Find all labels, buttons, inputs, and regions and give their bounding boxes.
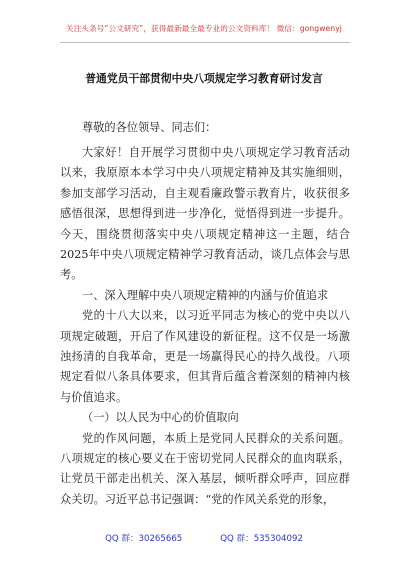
paragraph-subsection-1: 党的作风问题，本质上是党同人民群众的关系问题。八项规定的核心要义在于密切党同人民群众的血肉联系，让党员干部走出机关、深入基层，倾听群众呼声，回应群众关切。习近平总书记强调：“党的作风关系党的形象，: [60, 431, 350, 506]
subsection-heading-1: （一）以人民为中心的价值取向: [82, 411, 239, 425]
header-divider: [60, 42, 350, 43]
paragraph-section-1: 党的十八大以来，以习近平同志为核心的党中央以八项规定破题，开启了作风建设的新征程。这不仅是一场激浊扬清的自我革命，更是一场赢得民心的持久战役。八项规定看似八条具体要求，但其背后蕴含着深刻的精神内核与价值追求。: [60, 309, 350, 404]
header-banner: 关注头条号“公文研究”，获得最新最全最专业的公文资料库！ 微信：gongwenyj: [66, 24, 342, 33]
qq-group-right: QQ 群：535304092: [220, 534, 303, 544]
qq-group-left: QQ 群：30265665: [105, 534, 183, 544]
document-body: [60, 118, 350, 510]
paragraph-opening: 大家好！自开展学习贯彻中央八项规定学习教育活动以来，我原原本本学习中央八项规定精神及其实施细则，参加支部学习活动，自主观看廉政警示教育片，收获很多感悟很深，思想得到进一步净化，觉悟得到进一步提升。今天，围绕贯彻落实中央八项规定精神这一主题，结合2025年中央八项规定精神学习教育活动，谈几点体会与思考。: [60, 145, 350, 282]
salutation: 尊敬的各位领导、同志们：: [82, 121, 217, 134]
section-heading-1: 一、深入理解中央八项规定精神的内涵与价值追求: [82, 288, 329, 302]
footer-contacts: [0, 532, 408, 544]
document-title: 普通党员干部贯彻中央八项规定学习教育研讨发言: [85, 72, 323, 85]
